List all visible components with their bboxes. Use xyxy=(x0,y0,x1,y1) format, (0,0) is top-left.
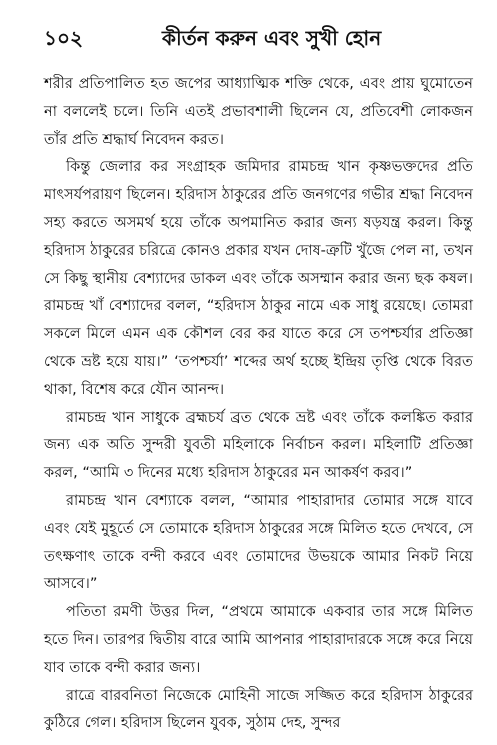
page-header xyxy=(44,22,473,56)
paragraph-continued: শরীর প্রতিপালিত হত জপের আধ্যাত্মিক শক্তি থেকে, এবং প্রায় ঘুমোতেন না বললেই চলে। তিনি এতই প্রভাবশালী ছিলেন যে, প্রতিবেশী লোকজন তাঁর প্রতি শ্রদ্ধার্ঘ নিবেদন করত। xyxy=(44,75,473,148)
page-number: ১০২ xyxy=(44,26,83,50)
paragraph: রামচন্দ্র খান বেশ্যাকে বলল, “আমার পাহারাদার তোমার সঙ্গে যাবে এবং যেই মুহূর্তে সে তোমাকে হরিদাস ঠাকুরের সঙ্গে মিলিত হতে দেখবে, সে তৎক্ষণাৎ তাকে বন্দী করবে এবং তোমাদের উভয়কে আমার নিকট নিয়ে আসবে।” xyxy=(44,491,473,593)
paragraph: রামচন্দ্র খান সাধুকে ব্রহ্মচর্য ব্রত থেকে ভ্রষ্ট এবং তাঁকে কলঙ্কিত করার জন্য এক অতি সুন্দরী যুবতী মহিলাকে নির্বাচন করল। মহিলাটি প্রতিজ্ঞা করল, “আমি ৩ দিনের মধ্যে হরিদাস ঠাকুরের মন আকর্ষণ করব।” xyxy=(44,408,473,482)
paragraph: কিন্তু জেলার কর সংগ্রাহক জমিদার রামচন্দ্র খান কৃষ্ণভক্তদের প্রতি মাৎসর্যপরায়ণ ছিলেন। হরিদাস ঠাকুরের প্রতি জনগণের গভীর শ্রদ্ধা নিবেদন সহ্য করতে অসমর্থ হয়ে তাঁকে অপমানিত করার জন্য ষড়যন্ত্র করল। কিন্তু হরিদাস ঠাকুরের চরিত্রে কোনও প্রকার যখন দোষ-ত্রুটি খুঁজে পেল না, তখন সে কিছু স্থানীয় বেশ্যাদের ডাকল এবং তাঁকে অসম্মান করার জন্য ছক কষল। রামচন্দ্র খাঁ বেশ্যাদের বলল, “হরিদাস ঠাকুর নামে এক সাধু রয়েছে। তোমরা সকলে মিলে এমন এক কৌশল বের কর যাতে করে সে তপশ্চর্যার প্রতিজ্ঞা থেকে ভ্রষ্ট হয়ে যায়।” ‘তপশ্চর্যা’ শব্দের অর্থ হচ্ছে ইন্দ্রিয় তৃপ্তি থেকে বিরত থাকা, বিশেষ করে যৌন আনন্দ। xyxy=(44,158,473,398)
paragraph: রাত্রে বারবনিতা নিজেকে মোহিনী সাজে সজ্জিত করে হরিদাস ঠাকুরের কুঠিরে গেল। হরিদাস ছিলেন যুবক, সুঠাম দেহ, সুন্দর xyxy=(44,686,473,732)
paragraph: পতিতা রমণী উত্তর দিল, “প্রথমে আমাকে একবার তার সঙ্গে মিলিত হতে দিন। তারপর দ্বিতীয় বারে আমি আপনার পাহারাদারকে সঙ্গে করে নিয়ে যাব তাকে বন্দী করার জন্য। xyxy=(44,603,473,676)
body-text xyxy=(44,70,473,737)
running-title: কীর্তন করুন এবং সুখী হোন xyxy=(162,26,382,50)
